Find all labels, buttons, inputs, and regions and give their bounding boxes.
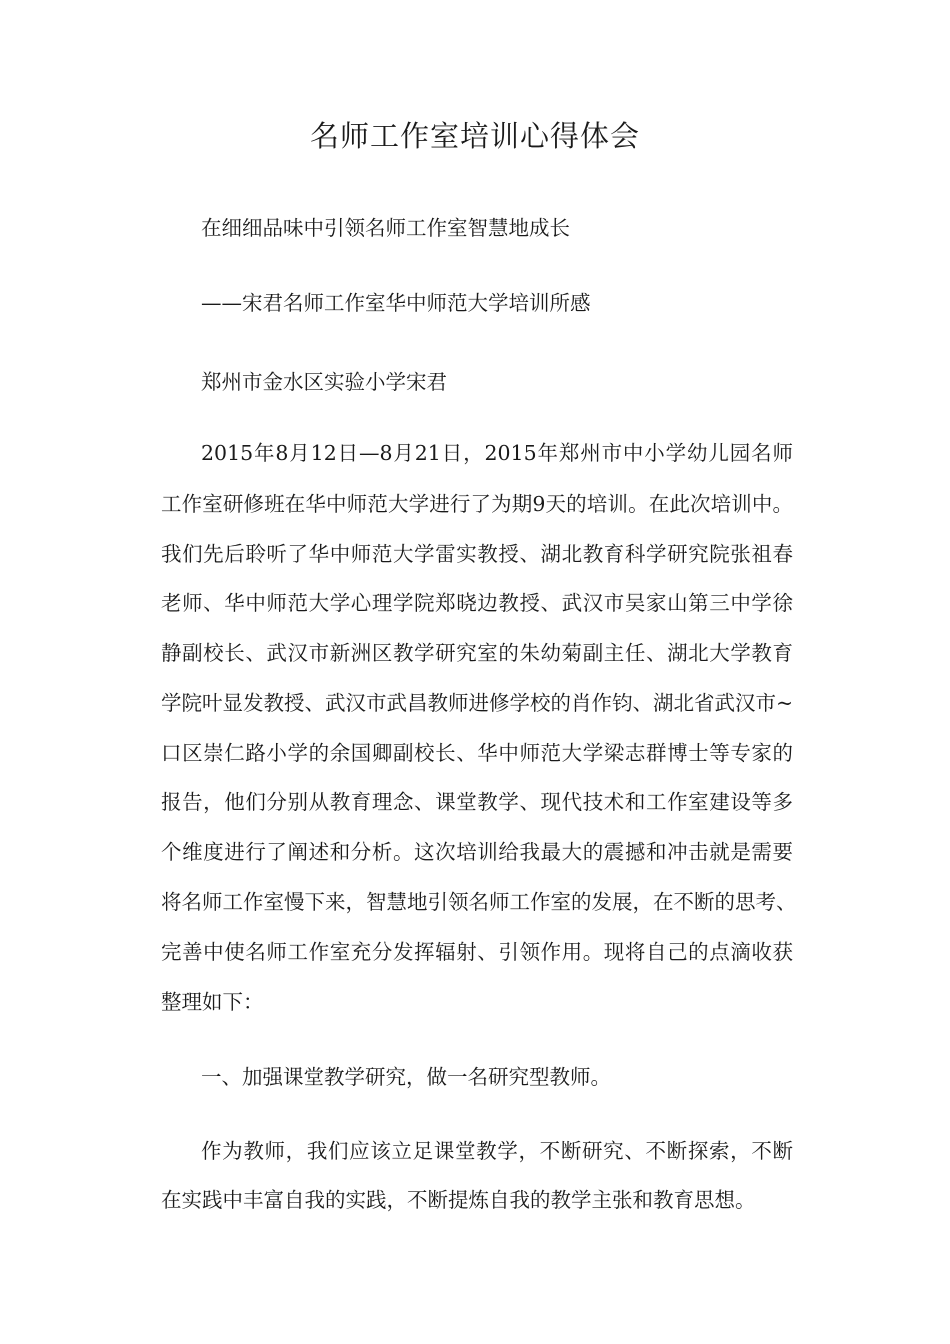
section-heading-1: 一、加强课堂教学研究，做一名研究型教师。 bbox=[201, 1065, 611, 1089]
paragraph-line: 在实践中丰富自我的实践，不断提炼自我的教学主张和教育思想。 bbox=[161, 1188, 756, 1212]
paragraph-line: 完善中使名师工作室充分发挥辐射、引领作用。现将自己的点滴收获 bbox=[161, 940, 793, 964]
paragraph-line: 工作室研修班在华中师范大学进行了为期9天的培训。在此次培训中。 bbox=[161, 492, 793, 516]
document-subtitle-2: ——宋君名师工作室华中师范大学培训所感 bbox=[201, 291, 591, 315]
paragraph-line: 作为教师，我们应该立足课堂教学，不断研究、不断探索，不断 bbox=[201, 1139, 793, 1163]
document-author: 郑州市金水区实验小学宋君 bbox=[201, 370, 447, 394]
paragraph-line: 整理如下： bbox=[161, 990, 264, 1014]
paragraph-line: 学院叶显发教授、武汉市武昌教师进修学校的肖作钧、湖北省武汉市~ bbox=[161, 691, 794, 715]
paragraph-line: 我们先后聆听了华中师范大学雷实教授、湖北教育科学研究院张祖春 bbox=[161, 542, 793, 566]
paragraph-line: 老师、华中师范大学心理学院郑晓边教授、武汉市吴家山第三中学徐 bbox=[161, 591, 793, 615]
paragraph-line: 2015年8月12日—8月21日，2015年郑州市中小学幼儿园名师 bbox=[201, 441, 793, 465]
paragraph-line: 静副校长、武汉市新洲区教学研究室的朱幼菊副主任、湖北大学教育 bbox=[161, 641, 793, 665]
paragraph-line: 个维度进行了阐述和分析。这次培训给我最大的震撼和冲击就是需要 bbox=[161, 840, 793, 864]
document-title: 名师工作室培训心得体会 bbox=[309, 119, 640, 153]
paragraph-line: 将名师工作室慢下来，智慧地引领名师工作室的发展，在不断的思考、 bbox=[161, 890, 797, 914]
paragraph-line: 报告，他们分别从教育理念、课堂教学、现代技术和工作室建设等多 bbox=[161, 790, 793, 814]
document-subtitle: 在细细品味中引领名师工作室智慧地成长 bbox=[201, 216, 570, 240]
paragraph-line: 口区崇仁路小学的余国卿副校长、华中师范大学梁志群博士等专家的 bbox=[161, 741, 793, 765]
